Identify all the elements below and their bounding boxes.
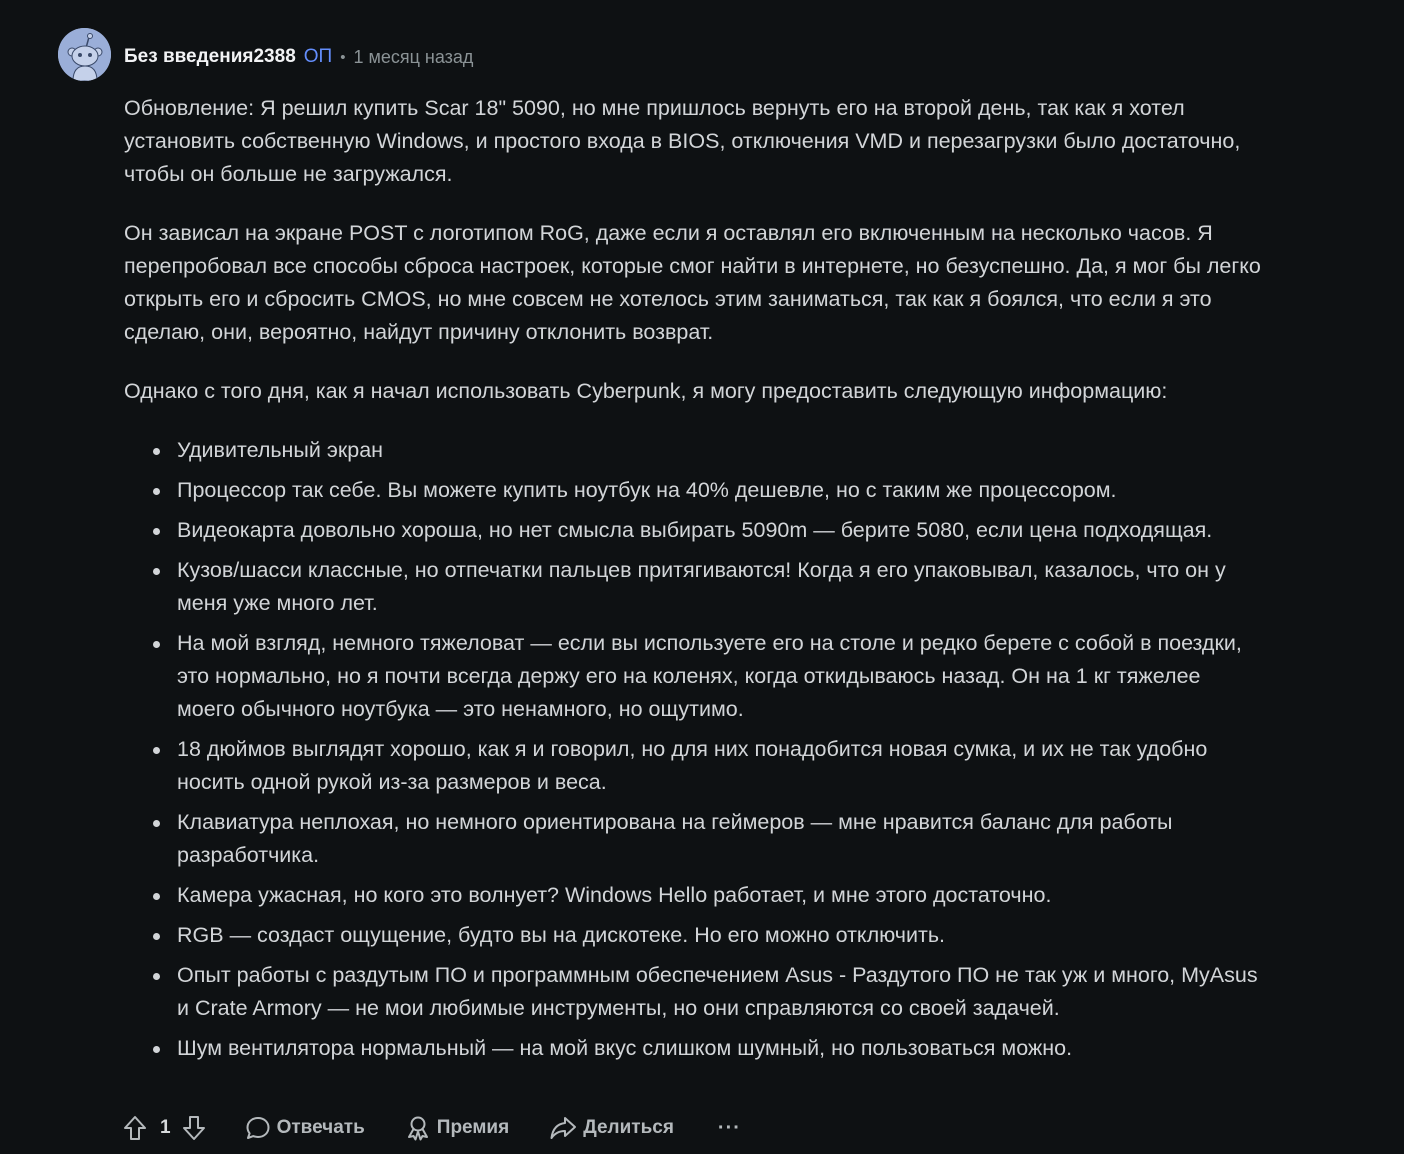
comment-timestamp[interactable]: 1 месяц назад	[353, 46, 474, 67]
paragraph: Он зависал на экране POST с логотипом RoG, даже если я оставлял его включенным на несколько часов. Я перепробовал все способы сброса настроек, которые смог найти в интернете, но безуспешно. Да, я мог бы легко открыть его и сбросить CMOS, но мне совсем не хотелось этим заниматься, так как я боялся, что если я это сделаю, они, вероятно, найдут причину отклонить возврат.	[124, 221, 1261, 344]
award-ribbon-icon	[405, 1115, 431, 1141]
award-label: Премия	[436, 1117, 510, 1138]
bullet-item: Опыт работы с раздутым ПО и программным обеспечением Asus - Раздутого ПО не так уж и много, MyAsus и Crate Armory — не мои любимые инструменты, но они справляются со своей задачей.	[177, 959, 1264, 1025]
bullet-item: Камера ужасная, но кого это волнует? Windows Hello работает, и мне этого достаточно.	[177, 879, 1264, 912]
bullet-item: Клавиатура неплохая, но немного ориентирована на геймеров — мне нравится баланс для работы разработчика.	[177, 806, 1264, 872]
award-button[interactable]	[405, 1115, 509, 1141]
bullet-item: Видеокарта довольно хороша, но нет смысла выбирать 5090m — берите 5080, если цена подходящая.	[177, 514, 1264, 547]
share-button[interactable]	[549, 1115, 674, 1141]
bullet-item: Кузов/шасси классные, но отпечатки пальцев притягиваются! Когда я его упаковывал, казалось, что он у меня уже много лет.	[177, 554, 1264, 620]
upvote-button[interactable]	[120, 1113, 150, 1143]
bullet-item: 18 дюймов выглядят хорошо, как я и говорил, но для них понадобится новая сумка, и их не так удобно носить одной рукой из-за размеров и веса.	[177, 733, 1264, 799]
more-options-button[interactable]	[718, 1117, 741, 1140]
ellipsis-icon: ···	[717, 1116, 741, 1139]
speech-bubble-icon	[245, 1115, 271, 1141]
share-label: Делиться	[583, 1117, 674, 1138]
reply-label: Отвечать	[276, 1117, 365, 1138]
bullet-item: RGB — создаст ощущение, будто вы на дискотеке. Но его можно отключить.	[177, 919, 1264, 952]
bullet-item: На мой взгляд, немного тяжеловат — если вы используете его на столе и редко берете с собой в поездки, это нормально, но я почти всегда держу его на коленях, когда откидываюсь назад. Он на 1 кг тяжелее моего обычного ноутбука — это ненамного, но ощутимо.	[177, 627, 1264, 726]
comment-body	[124, 92, 1264, 1072]
downvote-button[interactable]	[179, 1113, 209, 1143]
op-badge: ОП	[303, 46, 333, 67]
meta-separator: •	[340, 48, 346, 66]
bullet-item: Шум вентилятора нормальный — на мой вкус слишком шумный, но пользоваться можно.	[177, 1032, 1264, 1065]
paragraph: Однако с того дня, как я начал использовать Cyberpunk, я могу предоставить следующую информацию:	[124, 379, 1168, 403]
bullet-list	[124, 434, 1264, 1065]
snoo-avatar-icon	[58, 28, 111, 81]
paragraph: Обновление: Я решил купить Scar 18" 5090, но мне пришлось вернуть его на второй день, так как я хотел установить собственную Windows, и простого входа в BIOS, отключения VMD и перезагрузки было достаточно, чтобы он больше не загружался.	[124, 96, 1241, 186]
bullet-item: Процессор так себе. Вы можете купить ноутбук на 40% дешевле, но с таким же процессором.	[177, 474, 1264, 507]
comment-meta	[124, 43, 473, 71]
vote-count: 1	[160, 1117, 171, 1138]
avatar[interactable]	[58, 28, 111, 81]
arrow-up-outline-icon	[122, 1115, 148, 1141]
reply-button[interactable]	[245, 1115, 365, 1141]
author-name[interactable]: Без введения2388	[124, 46, 296, 67]
arrow-down-outline-icon	[181, 1115, 207, 1141]
share-arrow-icon	[549, 1115, 577, 1141]
bullet-item: Удивительный экран	[177, 434, 1264, 467]
comment-actions	[120, 1108, 741, 1148]
